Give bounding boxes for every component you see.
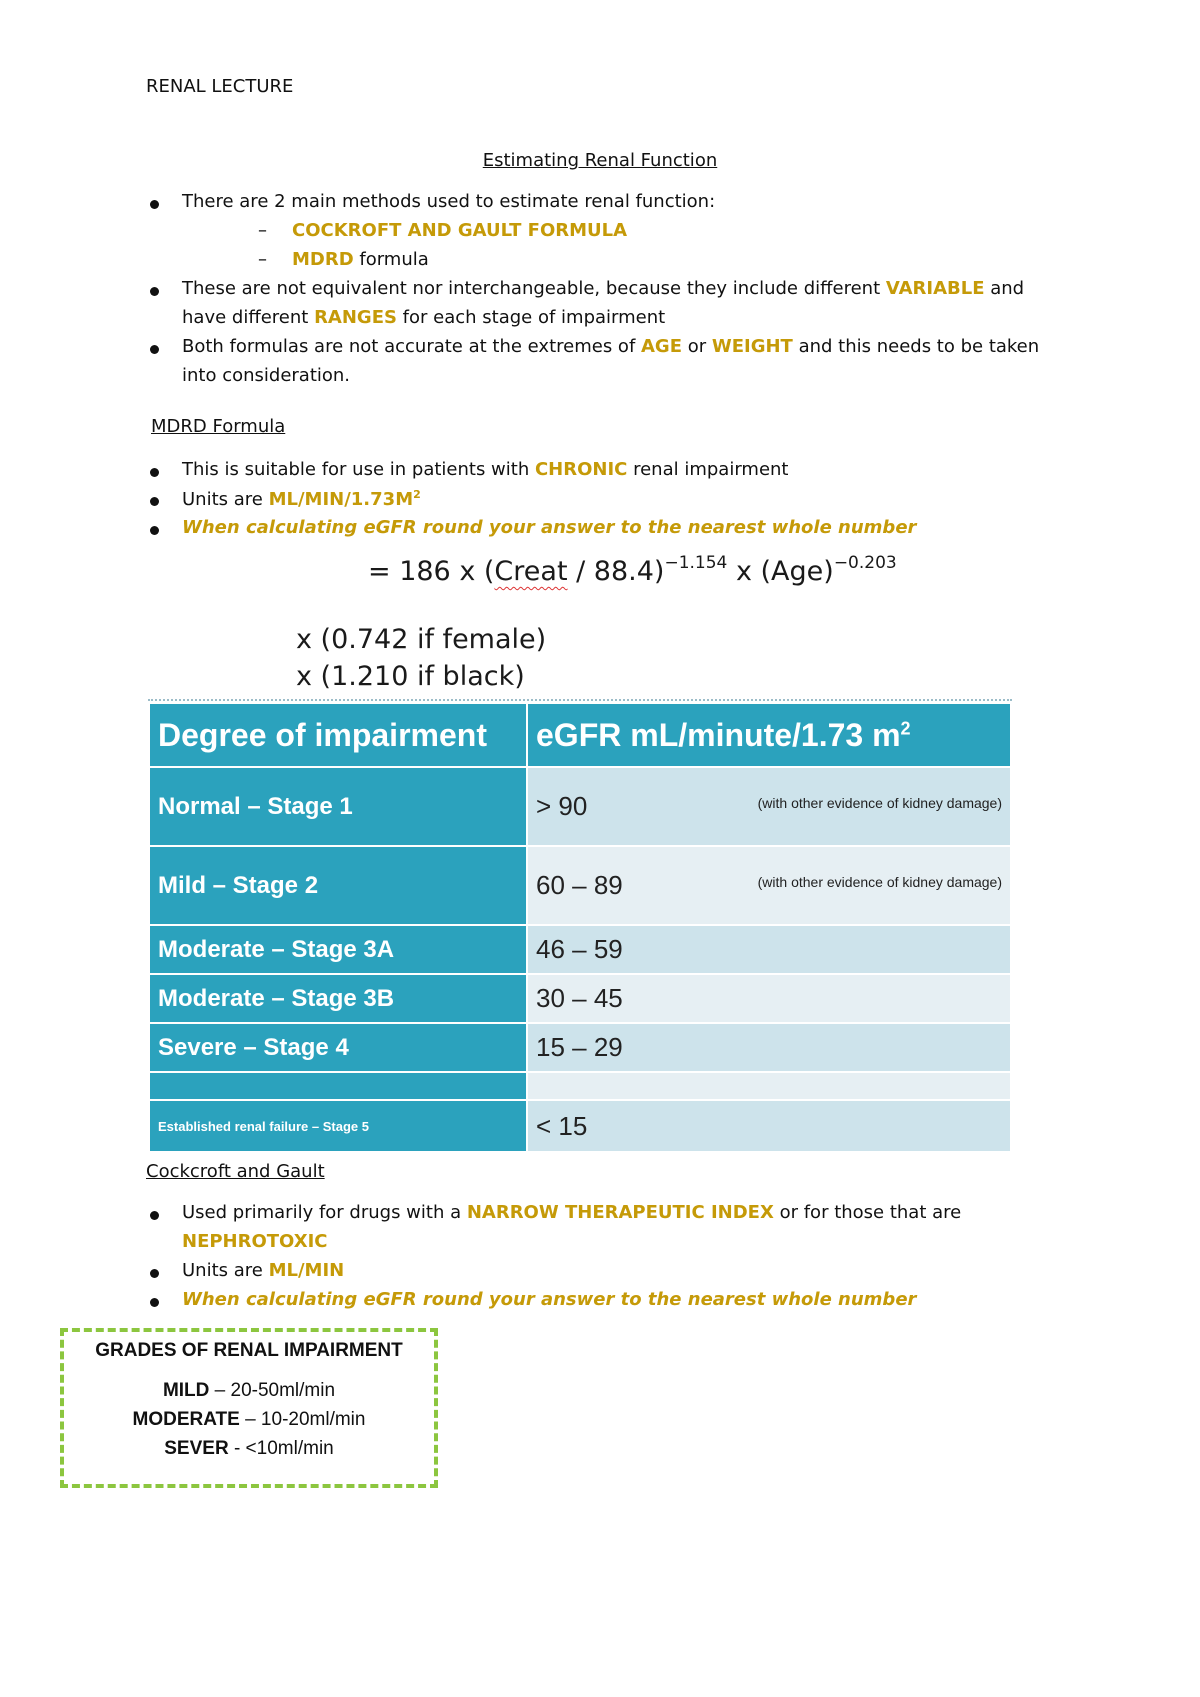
- highlight-text: NARROW THERAPEUTIC INDEX: [466, 1202, 774, 1223]
- dash-icon: –: [258, 249, 267, 270]
- bullet-icon: [150, 200, 159, 209]
- formula-exponent: −0.203: [833, 553, 897, 573]
- body-text: or for those that are: [773, 1202, 962, 1223]
- sub-item: [258, 220, 627, 241]
- body-text: and: [984, 278, 1025, 299]
- body-text: formula: [353, 249, 429, 270]
- highlight-text: WEIGHT: [711, 336, 793, 357]
- table-header-cell: [527, 703, 1011, 767]
- table-row: [149, 767, 1011, 846]
- document-header: RENAL LECTURE: [146, 76, 294, 97]
- range-text: > 90: [536, 791, 588, 821]
- range-cell: 30 – 45: [527, 974, 1011, 1023]
- body-text: for each stage of impairment: [396, 307, 666, 328]
- bullet-icon: [150, 526, 159, 535]
- body-text: Units are: [182, 1260, 269, 1281]
- range-note: (with other evidence of kidney damage): [757, 874, 1002, 890]
- bullet-icon: [150, 287, 159, 296]
- highlight-text: ML/MIN: [268, 1260, 345, 1281]
- table-header-row: [149, 703, 1011, 767]
- grade-value: – 10-20ml/min: [239, 1409, 366, 1430]
- grade-value: - <10ml/min: [228, 1438, 334, 1459]
- range-cell: [527, 767, 1011, 846]
- body-text: Both formulas are not accurate at the extremes of: [182, 336, 641, 357]
- formula-text: = 186 x (: [368, 556, 495, 587]
- highlight-text: MDRD: [292, 249, 354, 270]
- body-text: Used primarily for drugs with a: [182, 1202, 467, 1223]
- bullet-text: There are 2 main methods used to estimate renal function:: [182, 191, 716, 212]
- range-cell: [527, 1072, 1011, 1100]
- stage-cell: Moderate – Stage 3B: [149, 974, 527, 1023]
- superscript: 2: [413, 488, 421, 501]
- stage-cell: Severe – Stage 4: [149, 1023, 527, 1072]
- highlight-text: RANGES: [314, 307, 397, 328]
- header-text: eGFR mL/minute/1.73 m: [536, 716, 901, 753]
- table-top-rule: [148, 699, 1012, 701]
- formula-text: Creat: [494, 556, 568, 587]
- grades-box: [60, 1328, 438, 1488]
- sub-item: [258, 249, 429, 270]
- mdrd-formula: [368, 553, 897, 587]
- stage-cell: Established renal failure – Stage 5: [149, 1100, 527, 1152]
- grade-value: – 20-50ml/min: [209, 1380, 336, 1401]
- table-header-cell: Degree of impairment: [149, 703, 527, 767]
- dash-icon: –: [258, 220, 267, 241]
- stage-cell: Normal – Stage 1: [149, 767, 527, 846]
- range-note: (with other evidence of kidney damage): [757, 795, 1002, 811]
- section-title-mdrd: MDRD Formula: [151, 416, 286, 437]
- stage-cell: [149, 1072, 527, 1100]
- body-text: renal impairment: [627, 459, 789, 480]
- bullet-icon: [150, 1269, 159, 1278]
- table-row: [149, 1023, 1011, 1072]
- superscript: 2: [900, 717, 911, 738]
- body-text: or: [682, 336, 712, 357]
- highlight-text: When calculating eGFR round your answer to the nearest whole number: [182, 1289, 917, 1310]
- body-text: into consideration.: [182, 365, 351, 386]
- table-row: [149, 1072, 1011, 1100]
- formula-female-factor: x (0.742 if female): [296, 624, 547, 655]
- grade-label: MODERATE: [132, 1409, 240, 1430]
- highlight-text: COCKROFT AND GAULT FORMULA: [292, 220, 628, 241]
- range-text: 60 – 89: [536, 870, 623, 900]
- bullet-icon: [150, 497, 159, 506]
- table-row: [149, 974, 1011, 1023]
- section-title-cockcroft: Cockcroft and Gault: [146, 1161, 325, 1182]
- body-text: These are not equivalent nor interchangeable, because they include different: [182, 278, 886, 299]
- bullet-icon: [150, 1298, 159, 1307]
- range-cell: 15 – 29: [527, 1023, 1011, 1072]
- range-cell: [527, 846, 1011, 925]
- stage-cell: Mild – Stage 2: [149, 846, 527, 925]
- table-row: [149, 925, 1011, 974]
- bullet-icon: [150, 345, 159, 354]
- bullet-icon: [150, 1211, 159, 1220]
- body-text: This is suitable for use in patients with: [182, 459, 535, 480]
- body-text: have different: [182, 307, 315, 328]
- table-row: [149, 846, 1011, 925]
- grade-severe: [64, 1434, 434, 1463]
- bullet-icon: [150, 468, 159, 477]
- formula-text: x (Age): [727, 556, 834, 587]
- highlight-text: CHRONIC: [534, 459, 628, 480]
- section-title-estimating: Estimating Renal Function: [482, 150, 718, 171]
- range-cell: < 15: [527, 1100, 1011, 1152]
- formula-exponent: −1.154: [664, 553, 728, 573]
- grade-label: SEVER: [164, 1438, 229, 1459]
- highlight-text: AGE: [641, 336, 683, 357]
- highlight-text: When calculating eGFR round your answer to the nearest whole number: [182, 517, 917, 538]
- grade-moderate: [64, 1405, 434, 1434]
- body-text: and this needs to be taken: [792, 336, 1040, 357]
- grades-title: GRADES OF RENAL IMPAIRMENT: [95, 1340, 403, 1361]
- highlight-text: ML/MIN/1.73M: [268, 489, 414, 510]
- formula-black-factor: x (1.210 if black): [296, 661, 525, 692]
- egfr-stage-table: [148, 702, 1012, 1153]
- grade-label: MILD: [162, 1380, 210, 1401]
- highlight-text: VARIABLE: [885, 278, 985, 299]
- highlight-text: NEPHROTOXIC: [182, 1231, 328, 1252]
- body-text: Units are: [182, 489, 269, 510]
- grade-mild: [64, 1376, 434, 1405]
- range-cell: 46 – 59: [527, 925, 1011, 974]
- formula-text: / 88.4): [567, 556, 665, 587]
- table-row: [149, 1100, 1011, 1152]
- stage-cell: Moderate – Stage 3A: [149, 925, 527, 974]
